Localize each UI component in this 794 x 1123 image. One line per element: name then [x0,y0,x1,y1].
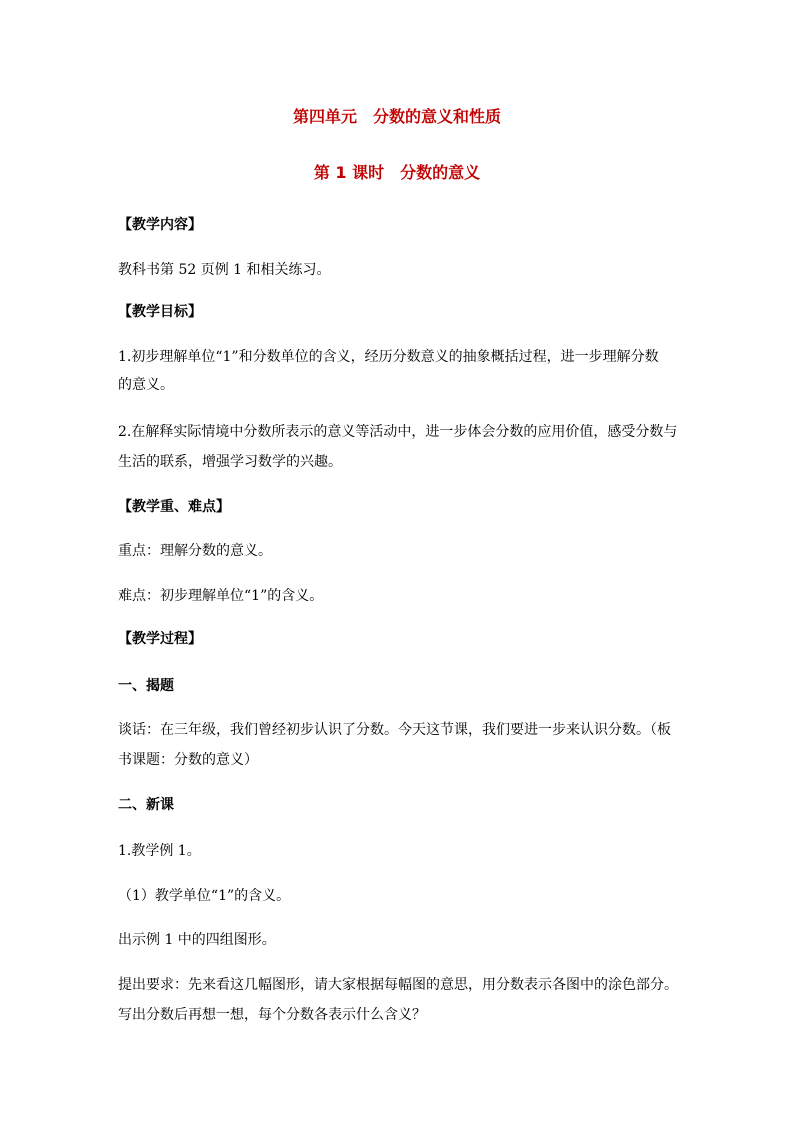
goals-heading: 【教学目标】 [118,304,202,320]
step-1-show: 出示例 1 中的四组图形。 [118,932,276,948]
section-1-line-1: 谈话：在三年级，我们曾经初步认识了分数。今天这节课，我们要进一步来认识分数。（板 [118,722,671,738]
step-1-requirement-line-1: 提出要求：先来看这几幅图形，请大家根据每幅图的意思，用分数表示各图中的涂色部分。 [118,977,678,993]
section-2-heading: 二、新课 [118,797,174,813]
step-1-requirement-line-2: 写出分数后再想一想，每个分数各表示什么含义？ [118,1007,426,1023]
key-point: 重点：理解分数的意义。 [118,543,272,559]
key-heading: 【教学重、难点】 [118,499,230,515]
difficult-point: 难点：初步理解单位“1”的含义。 [118,588,324,604]
goal-1-line-1: 1.初步理解单位“1”和分数单位的含义，经历分数意义的抽象概括过程，进一步理解分数 [118,349,659,365]
step-1-sub: （1）教学单位“1”的含义。 [118,888,291,904]
goal-2-line-2: 生活的联系，增强学习数学的兴趣。 [118,454,342,470]
lesson-title: 第 1 课时 分数的意义 [313,163,481,182]
step-1: 1.教学例 1。 [118,843,201,859]
content-heading: 【教学内容】 [118,217,202,233]
goal-2-line-1: 2.在解释实际情境中分数所表示的意义等活动中，进一步体会分数的应用价值，感受分数与 [118,424,678,440]
section-1-heading: 一、揭题 [118,678,174,694]
unit-title: 第四单元 分数的意义和性质 [292,107,501,126]
content-text: 教科书第 52 页例 1 和相关练习。 [118,262,331,278]
goal-1-line-2: 的意义。 [118,377,174,393]
section-1-line-2: 书课题：分数的意义） [118,752,258,768]
process-heading: 【教学过程】 [118,631,202,647]
